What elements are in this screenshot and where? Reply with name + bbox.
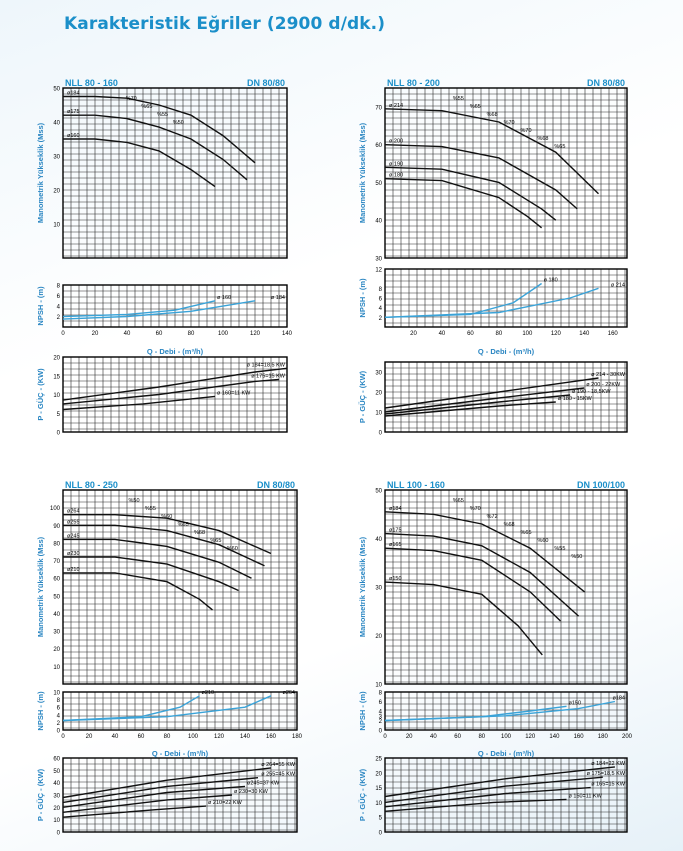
chart-0 — [36, 78, 293, 437]
x-tick-label: 20 — [410, 331, 417, 337]
efficiency-label: %60 — [537, 538, 549, 544]
head-series-label: ø175 — [67, 109, 80, 116]
npsh-series-label: ø 184 — [270, 294, 285, 301]
head-series-label: ø 180 — [389, 172, 404, 179]
npsh-series-label: ø210 — [201, 689, 215, 696]
npsh-series-label: ø150 — [568, 700, 582, 707]
chart-dn-label: DN 100/100 — [576, 480, 625, 490]
head-series-line — [63, 573, 213, 610]
efficiency-label: %65 — [210, 538, 222, 544]
power-series-label: ø 150=11 KW — [568, 793, 602, 800]
efficiency-label: %55 — [144, 506, 156, 512]
y-tick-label: 8 — [56, 283, 60, 290]
chart-dn-label: DN 80/80 — [586, 78, 625, 88]
y-tick-label: 10 — [53, 690, 60, 697]
y-tick-label: 2 — [378, 315, 382, 322]
y-tick-label: 4 — [56, 304, 60, 311]
head-series-label: ø184 — [67, 90, 80, 97]
y-tick-label: 20 — [375, 771, 382, 778]
x-tick-label: 100 — [217, 331, 229, 337]
x-tick-label: 120 — [249, 331, 261, 337]
y-tick-label: 50 — [53, 768, 60, 775]
y-tick-label: 4 — [56, 713, 60, 720]
efficiency-label: %65 — [177, 522, 189, 528]
head-axis-label: Manometrik Yükseklik (Mss) — [358, 536, 367, 638]
y-tick-label: 40 — [375, 218, 382, 225]
x-tick-label: 80 — [495, 331, 503, 337]
efficiency-label: %68 — [503, 522, 515, 528]
npsh-series-line — [385, 706, 567, 720]
head-series-label: ø160 — [67, 133, 80, 139]
efficiency-label: %65 — [520, 530, 532, 536]
x-tick-label: 20 — [405, 734, 413, 740]
x-tick-label: 200 — [621, 734, 633, 740]
y-tick-label: 20 — [53, 188, 60, 195]
y-tick-label: 60 — [53, 756, 60, 763]
efficiency-label: %72 — [486, 514, 498, 520]
x-tick-label: 0 — [61, 331, 65, 337]
y-tick-label: 10 — [53, 222, 60, 229]
y-tick-label: 40 — [53, 611, 60, 618]
y-tick-label: 30 — [53, 629, 60, 636]
power-series-label: ø 180 - 15KW — [557, 396, 592, 402]
y-tick-label: 20 — [375, 390, 382, 397]
x-tick-label: 180 — [597, 734, 608, 740]
x-tick-label: 120 — [550, 331, 561, 337]
efficiency-label: %68 — [486, 112, 498, 118]
head-series-label: ø150 — [389, 576, 402, 583]
x-tick-label: 100 — [187, 734, 199, 740]
power-series-label: ø 210=22 KW — [208, 800, 242, 807]
x-tick-label: 60 — [137, 734, 145, 740]
y-tick-label: 50 — [375, 488, 382, 495]
y-tick-label: 20 — [53, 355, 60, 362]
x-tick-label: 60 — [454, 734, 461, 740]
efficiency-label: %55 — [452, 96, 464, 102]
power-series-label: ø245=37 KW — [247, 780, 280, 787]
head-axis-label: Manometrik Yükseklik (Mss) — [358, 122, 367, 224]
x-tick-label: 80 — [187, 331, 195, 337]
efficiency-label: %60 — [226, 546, 238, 552]
y-tick-label: 6 — [56, 705, 60, 712]
x-tick-label: 0 — [61, 734, 65, 740]
power-series-label: ø 165=15 KW — [591, 781, 625, 788]
y-tick-label: 70 — [53, 559, 60, 566]
power-axis-label: P - GÜÇ - (KW) — [36, 768, 45, 822]
y-tick-label: 20 — [53, 805, 60, 812]
y-tick-label: 40 — [53, 120, 60, 127]
x-axis-label: Q - Debi - (m³/h) — [146, 347, 204, 356]
power-series-label: ø 184=22 KW — [591, 760, 625, 767]
y-tick-label: 60 — [375, 143, 382, 150]
x-tick-label: 40 — [430, 734, 437, 740]
y-tick-label: 4 — [378, 306, 382, 313]
y-tick-label: 100 — [49, 506, 60, 513]
y-tick-label: 0 — [56, 830, 60, 837]
x-tick-label: 160 — [607, 331, 618, 337]
npsh-series-label: ø264 — [282, 689, 295, 696]
x-tick-label: 80 — [478, 734, 486, 740]
x-tick-label: 60 — [155, 331, 163, 337]
y-tick-label: 80 — [53, 541, 60, 548]
npsh-series-label: ø184 — [612, 695, 625, 702]
efficiency-label: %65 — [141, 104, 153, 110]
y-tick-label: 3 — [378, 714, 382, 721]
power-series-line — [385, 788, 591, 807]
head-series-label: ø245 — [67, 533, 80, 540]
x-tick-label: 140 — [281, 331, 293, 337]
power-series-label: ø 264=55 KW — [261, 761, 295, 768]
power-series-label: ø 230=30 KW — [234, 789, 268, 795]
x-tick-label: 100 — [522, 331, 533, 337]
x-tick-label: 20 — [85, 734, 93, 740]
y-tick-label: 6 — [378, 296, 382, 303]
plot-frame — [63, 490, 297, 684]
chart-model-title: NLL 80 - 200 — [387, 78, 440, 88]
efficiency-label: %70 — [503, 120, 515, 126]
x-tick-label: 60 — [467, 331, 474, 337]
head-series-label: ø230 — [67, 551, 80, 558]
efficiency-label: %68 — [537, 136, 549, 142]
power-series-line — [385, 388, 584, 412]
power-axis-label: P - GÜÇ - (KW) — [358, 370, 367, 424]
y-tick-label: 6 — [56, 294, 60, 300]
efficiency-label: %55 — [554, 546, 566, 552]
plot-frame — [385, 88, 627, 258]
y-tick-label: 2 — [378, 719, 382, 725]
power-series-label: ø 175=18,5 KW — [586, 771, 625, 778]
head-series-line — [63, 115, 247, 180]
y-tick-label: 20 — [53, 647, 60, 654]
y-tick-label: 40 — [375, 537, 382, 543]
y-tick-label: 0 — [378, 430, 382, 437]
head-series-line — [63, 139, 215, 187]
y-tick-label: 30 — [375, 585, 382, 592]
x-tick-label: 40 — [111, 734, 119, 740]
x-tick-label: 140 — [579, 331, 590, 337]
chart-2 — [36, 480, 303, 837]
efficiency-label: %65 — [469, 104, 481, 110]
chart-dn-label: DN 80/80 — [256, 480, 295, 490]
y-tick-label: 20 — [375, 634, 382, 640]
y-tick-label: 5 — [56, 411, 60, 418]
y-tick-label: 0 — [56, 728, 60, 735]
y-tick-label: 2 — [56, 315, 60, 321]
npsh-series-line — [63, 696, 200, 721]
power-series-label: ø 214 - 30KW — [591, 372, 625, 378]
y-tick-label: 15 — [53, 374, 60, 381]
plot-frame — [385, 269, 627, 327]
head-series-label: ø175 — [389, 527, 402, 534]
efficiency-label: %65 — [452, 498, 464, 504]
y-tick-label: 4 — [378, 709, 382, 716]
y-tick-label: 90 — [53, 523, 60, 530]
y-tick-label: 10 — [375, 682, 382, 689]
chart-dn-label: DN 80/80 — [246, 78, 285, 88]
y-tick-label: 50 — [53, 594, 60, 601]
power-series-line — [63, 396, 215, 409]
y-tick-label: 70 — [375, 105, 382, 112]
efficiency-label: %60 — [161, 514, 173, 520]
npsh-axis-label: NPSH - (m) — [358, 278, 367, 318]
y-tick-label: 10 — [375, 410, 382, 417]
head-series-label: ø 214 — [389, 102, 404, 109]
y-tick-label: 8 — [56, 698, 60, 705]
y-tick-label: 25 — [375, 756, 382, 763]
plot-frame — [385, 490, 627, 684]
power-series-label: ø 184=18,5 KW — [246, 362, 285, 369]
head-series-line — [385, 179, 542, 228]
y-tick-label: 0 — [378, 728, 382, 735]
efficiency-label: %70 — [125, 96, 137, 102]
y-tick-label: 10 — [375, 800, 382, 807]
npsh-series-label: ø 180 — [543, 277, 558, 284]
chart-model-title: NLL 80 - 250 — [65, 480, 118, 490]
x-tick-label: 120 — [213, 734, 225, 740]
y-tick-label: 30 — [375, 256, 382, 263]
x-tick-label: 160 — [573, 734, 584, 740]
y-tick-label: 2 — [56, 720, 60, 727]
y-tick-label: 30 — [375, 370, 382, 377]
power-series-label: ø 200 - 22KW — [586, 382, 621, 388]
efficiency-label: %68 — [194, 530, 206, 536]
x-tick-label: 0 — [383, 734, 387, 740]
y-tick-label: 60 — [53, 576, 60, 583]
x-tick-label: 20 — [91, 331, 99, 337]
efficiency-label: %55 — [157, 112, 169, 118]
x-axis-label: Q - Debi - (m³/h) — [477, 749, 535, 758]
y-tick-label: 40 — [53, 781, 60, 788]
y-tick-label: 50 — [375, 180, 382, 187]
efficiency-label: %50 — [172, 120, 184, 126]
power-series-label: ø 190 - 18,5KW — [572, 389, 611, 395]
x-tick-label: 40 — [123, 331, 131, 337]
chart-model-title: NLL 80 - 160 — [65, 78, 118, 88]
chart-model-title: NLL 100 - 160 — [387, 480, 445, 490]
power-axis-label: P - GÜÇ - (KW) — [358, 768, 367, 822]
page-title: Karakteristik Eğriler (2900 d/dk.) — [64, 14, 386, 34]
power-axis-label: P - GÜÇ - (KW) — [36, 368, 45, 421]
power-series-line — [385, 799, 567, 811]
power-series-line — [63, 806, 206, 817]
head-axis-label: Manometrik Yükseklik (Mss) — [36, 536, 45, 638]
x-tick-label: 180 — [291, 734, 303, 740]
npsh-axis-label: NPSH - (m) — [36, 691, 45, 731]
x-tick-label: 80 — [163, 734, 171, 740]
y-tick-label: 15 — [375, 786, 382, 793]
y-tick-label: 0 — [56, 430, 60, 437]
npsh-axis-label: NPSH - (m) — [36, 286, 45, 326]
x-tick-label: 140 — [549, 734, 560, 740]
y-tick-label: 8 — [378, 286, 382, 293]
y-tick-label: 0 — [378, 830, 382, 837]
y-tick-label: 10 — [53, 818, 60, 825]
y-tick-label: 10 — [53, 664, 60, 671]
efficiency-label: %50 — [571, 554, 583, 560]
head-series-label: ø264 — [67, 508, 80, 515]
efficiency-label: %70 — [469, 506, 481, 512]
head-series-label: ø 200 — [389, 138, 404, 145]
power-series-label: ø 160=11 KW — [217, 390, 251, 397]
npsh-series-label: ø 160 — [217, 294, 232, 301]
x-axis-label: Q - Debi - (m³/h) — [477, 347, 535, 356]
efficiency-label: %50 — [128, 498, 140, 504]
x-tick-label: 120 — [525, 734, 536, 740]
npsh-series-label: ø 214 — [610, 282, 625, 289]
npsh-series-line — [385, 284, 542, 318]
head-series-label: ø165 — [389, 542, 402, 549]
y-tick-label: 10 — [53, 393, 60, 399]
head-series-line — [385, 582, 542, 655]
x-tick-label: 100 — [500, 734, 512, 740]
x-tick-label: 40 — [438, 331, 446, 337]
y-tick-label: 30 — [53, 793, 60, 800]
power-series-label: ø 255=45 KW — [261, 771, 295, 778]
head-series-label: ø210 — [67, 566, 80, 573]
y-tick-label: 50 — [53, 86, 60, 93]
y-tick-label: 5 — [378, 815, 382, 822]
head-axis-label: Manometrik Yükseklik (Mss) — [36, 122, 45, 224]
y-tick-label: 30 — [53, 154, 60, 161]
npsh-axis-label: NPSH - (m) — [358, 691, 367, 731]
y-tick-label: 8 — [378, 690, 382, 697]
power-series-label: ø 175=15 KW — [251, 373, 285, 380]
y-tick-label: 12 — [375, 267, 382, 274]
x-tick-label: 160 — [265, 734, 277, 740]
head-series-label: ø255 — [67, 519, 80, 526]
chart-1 — [358, 78, 627, 437]
x-tick-label: 140 — [239, 734, 251, 740]
efficiency-label: %65 — [554, 144, 566, 150]
head-series-label: ø 190 — [389, 161, 404, 168]
efficiency-label: %70 — [520, 128, 532, 134]
x-axis-label: Q - Debi - (m³/h) — [151, 749, 209, 758]
chart-3 — [358, 480, 633, 837]
head-series-label: ø184 — [389, 505, 402, 512]
y-tick-label: 6 — [378, 700, 382, 706]
